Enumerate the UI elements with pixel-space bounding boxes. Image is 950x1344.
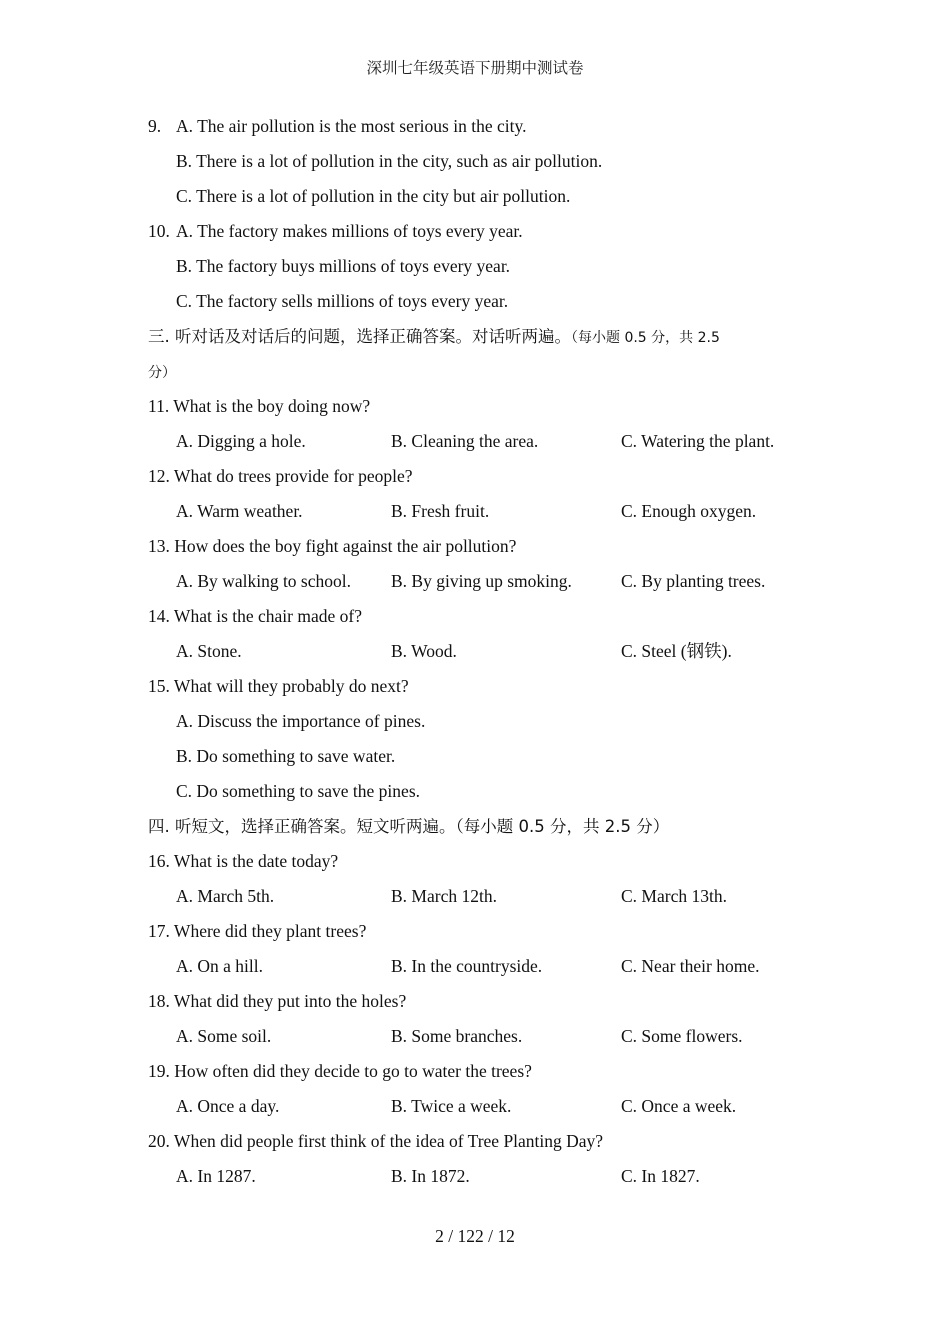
option-b: B. March 12th. xyxy=(391,886,497,906)
question-11: 11. What is the boy doing now? xyxy=(148,396,371,416)
question-12: 12. What do trees provide for people? xyxy=(148,466,413,486)
option-a: A. Warm weather. xyxy=(176,501,303,521)
option-a: A. Discuss the importance of pines. xyxy=(176,711,426,731)
option-c: C. In 1827. xyxy=(621,1166,700,1186)
question-14-options xyxy=(148,634,808,669)
option-a: A. Stone. xyxy=(176,641,242,661)
option-a: A. Some soil. xyxy=(176,1026,272,1046)
section-3-score-note-end: 分） xyxy=(148,365,176,381)
section-3-title: 三. 听对话及对话后的问题，选择正确答案。对话听两遍。 xyxy=(148,327,571,346)
option-c: C. Enough oxygen. xyxy=(621,501,757,521)
question-20: 20. When did people first think of the idea of Tree Planting Day? xyxy=(148,1131,604,1151)
option-c: C. The factory sells millions of toys every year. xyxy=(176,291,509,311)
page-header-title: 深圳七年级英语下册期中测试卷 xyxy=(366,59,584,77)
option-c: C. There is a lot of pollution in the city but air pollution. xyxy=(176,186,571,206)
option-c: C. By planting trees. xyxy=(621,571,766,591)
option-c: C. Once a week. xyxy=(621,1096,737,1116)
section-4-heading xyxy=(148,809,808,844)
option-a: A. By walking to school. xyxy=(176,571,351,591)
question-18: 18. What did they put into the holes? xyxy=(148,991,407,1011)
question-16-options xyxy=(148,879,808,914)
question-12-options xyxy=(148,494,808,529)
question-number: 10. xyxy=(148,221,170,241)
option-a: A. Once a day. xyxy=(176,1096,280,1116)
question-number: 9. xyxy=(148,116,162,136)
question-17: 17. Where did they plant trees? xyxy=(148,921,367,941)
question-9 xyxy=(148,109,808,144)
option-a: A. The air pollution is the most serious in the city. xyxy=(176,116,527,136)
option-b: B. Fresh fruit. xyxy=(391,501,490,521)
section-3-score-note: （每小题 0.5 分，共 2.5 xyxy=(571,330,720,346)
question-14: 14. What is the chair made of? xyxy=(148,606,362,626)
option-c: C. Do something to save the pines. xyxy=(176,781,421,801)
option-b: B. Do something to save water. xyxy=(176,746,396,766)
option-b: B. By giving up smoking. xyxy=(391,571,572,591)
option-b: B. Cleaning the area. xyxy=(391,431,539,451)
section-3-heading-cont xyxy=(148,354,808,389)
question-11-options xyxy=(148,424,808,459)
question-20-options xyxy=(148,1159,808,1194)
page-number: 2 / 122 / 12 xyxy=(435,1226,515,1246)
option-b: B. In the countryside. xyxy=(391,956,543,976)
section-4-title: 四. 听短文，选择正确答案。短文听两遍。（每小题 0.5 分，共 2.5 分） xyxy=(148,817,670,836)
exam-content xyxy=(148,109,808,1194)
option-a: A. The factory makes millions of toys every year. xyxy=(176,221,523,241)
question-13: 13. How does the boy fight against the air pollution? xyxy=(148,536,517,556)
question-13-options xyxy=(148,564,808,599)
question-16: 16. What is the date today? xyxy=(148,851,339,871)
option-a: A. Digging a hole. xyxy=(176,431,306,451)
question-15: 15. What will they probably do next? xyxy=(148,676,409,696)
option-b: B. There is a lot of pollution in the city, such as air pollution. xyxy=(176,151,603,171)
option-b: B. Some branches. xyxy=(391,1026,523,1046)
option-b: B. The factory buys millions of toys every year. xyxy=(176,256,511,276)
question-19-options xyxy=(148,1089,808,1124)
option-b: B. Wood. xyxy=(391,641,457,661)
question-17-options xyxy=(148,949,808,984)
question-19: 19. How often did they decide to go to water the trees? xyxy=(148,1061,532,1081)
option-c: C. Near their home. xyxy=(621,956,760,976)
option-c: C. Watering the plant. xyxy=(621,431,775,451)
option-b: B. Twice a week. xyxy=(391,1096,512,1116)
option-a: A. March 5th. xyxy=(176,886,275,906)
option-a: A. On a hill. xyxy=(176,956,264,976)
section-3-heading xyxy=(148,319,808,354)
option-a: A. In 1287. xyxy=(176,1166,256,1186)
question-18-options xyxy=(148,1019,808,1054)
option-c: C. Some flowers. xyxy=(621,1026,743,1046)
option-c: C. March 13th. xyxy=(621,886,727,906)
question-10 xyxy=(148,214,808,249)
option-b: B. In 1872. xyxy=(391,1166,470,1186)
option-c: C. Steel (钢铁). xyxy=(621,641,732,661)
